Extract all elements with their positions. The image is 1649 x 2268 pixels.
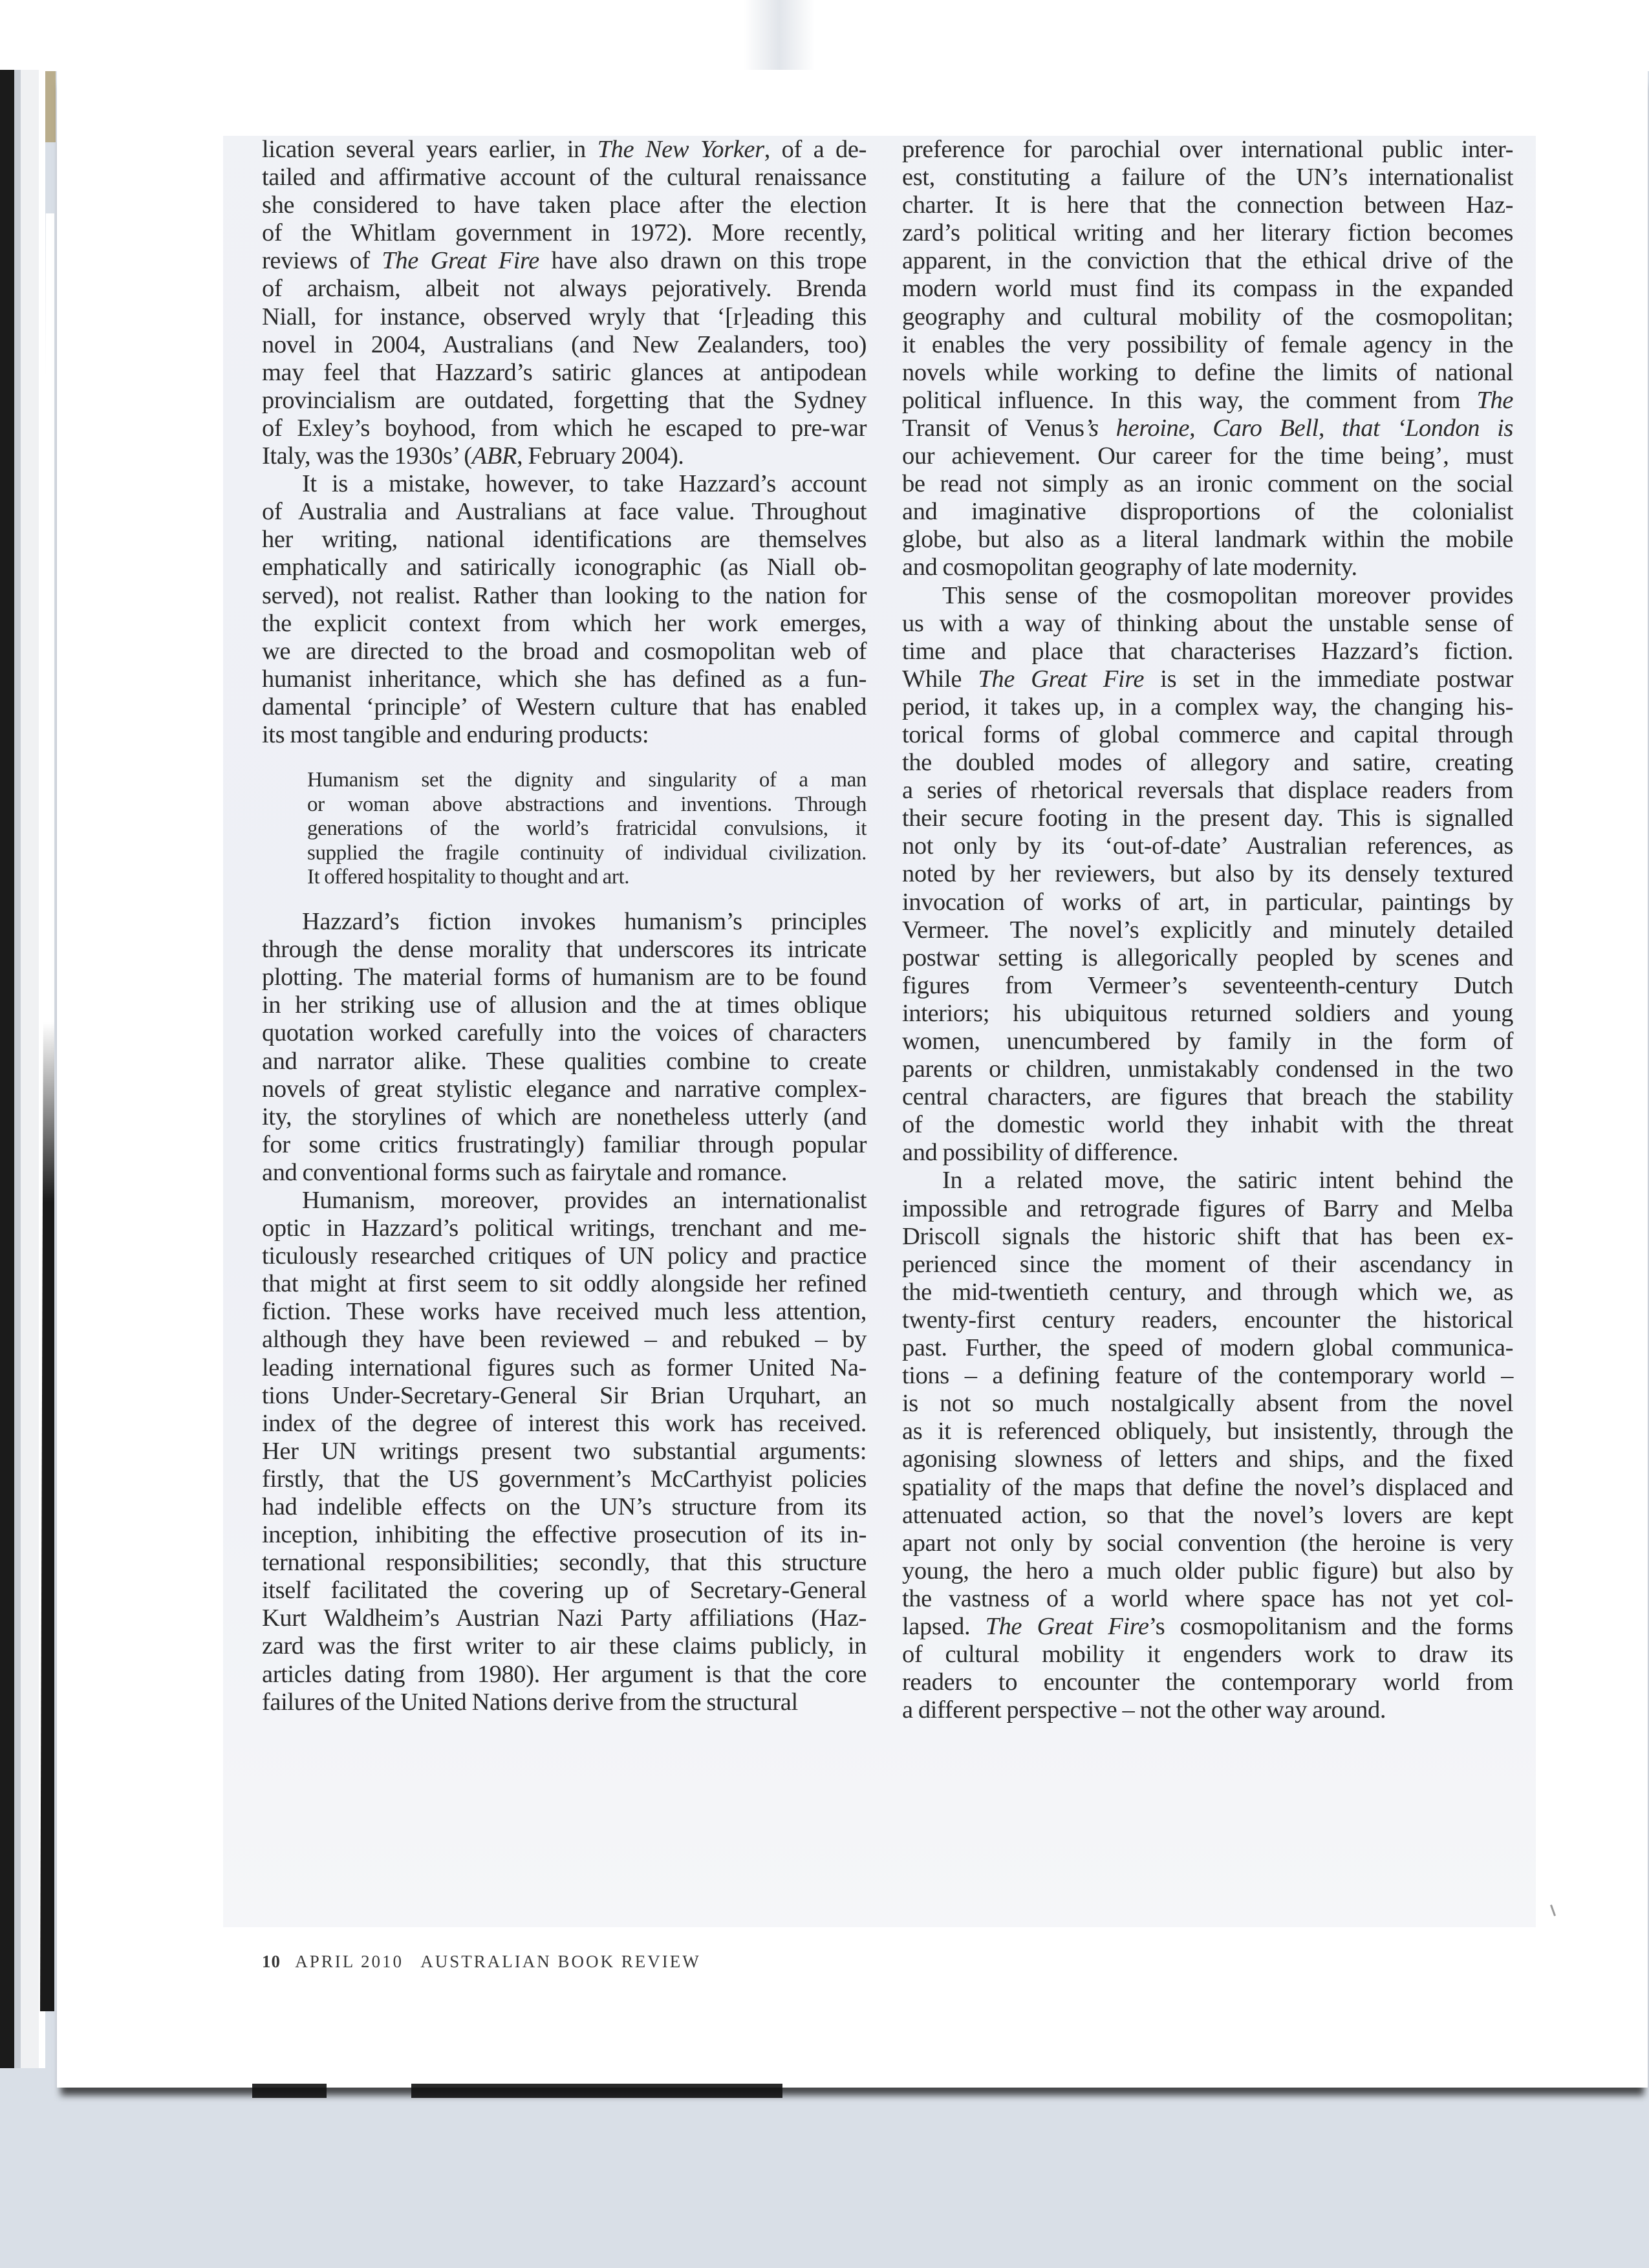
text-line: and narrator alike. These qualities combine to create — [262, 1047, 867, 1075]
text-line: articles dating from 1980). Her argument is that the core — [262, 1660, 867, 1688]
text-line: Kurt Waldheim’s Austrian Nazi Party affiliations (Haz- — [262, 1604, 867, 1632]
text-line: tailed and affirmative account of the cultural renaissance — [262, 164, 867, 191]
book-spine-edge — [0, 70, 45, 2068]
text-line: Vermeer. The novel’s explicitly and minutely detailed — [902, 916, 1513, 944]
title-italic: ABR — [471, 442, 517, 470]
text-line: period, it takes up, in a complex way, the changing his- — [902, 693, 1513, 720]
text-line: our achievement. Our career for the time being’, must — [902, 442, 1513, 470]
text-line: supplied the fragile continuity of individual civilization. — [307, 841, 867, 865]
text-line: est, constituting a failure of the UN’s internationalist — [902, 164, 1513, 191]
text-line: young, the hero a much older public figure) but also by — [902, 1557, 1513, 1584]
text-line: lication several years earlier, in The New Yorker, of a de- — [262, 136, 867, 163]
text-line: noted by her reviewers, but also by its densely textured — [902, 860, 1513, 888]
text-line: of the domestic world they inhabit with the threat — [902, 1111, 1513, 1139]
text-line: Transit of Venus’s heroine, Caro Bell, that ‘London is — [902, 414, 1513, 442]
text-line: her writing, national identifications are themselves — [262, 526, 867, 554]
text-line: Her UN writings present two substantial arguments: — [262, 1437, 867, 1465]
text-line: is not so much nostalgically absent from the novel — [902, 1390, 1513, 1418]
text-line: we are directed to the broad and cosmopolitan web of — [262, 637, 867, 665]
text-line: although they have been reviewed – and rebuked – by — [262, 1326, 867, 1354]
scan-background-top — [0, 0, 1649, 71]
text-line: through the dense morality that underscores its intricate — [262, 936, 867, 964]
text-line: geography and cultural mobility of the cosmopolitan; — [902, 303, 1513, 330]
text-line: ternational responsibilities; secondly, that this structure — [262, 1549, 867, 1577]
text-line: twenty-first century readers, encounter the historical — [902, 1306, 1513, 1334]
text-line: political influence. In this way, the comment from The — [902, 386, 1513, 414]
text-line: attenuated action, so that the novel’s lovers are kept — [902, 1501, 1513, 1529]
text-line: agonising slowness of letters and ships, and the fixed — [902, 1445, 1513, 1473]
text-line: she considered to have taken place after the election — [262, 191, 867, 219]
text-line: the vastness of a world where space has not yet col- — [902, 1584, 1513, 1612]
text-line: quotation worked carefully into the voices of characters — [262, 1019, 867, 1047]
text-line: readers to encounter the contemporary world from — [902, 1669, 1513, 1696]
text-line: that might at first seem to sit oddly alongside her refined — [262, 1270, 867, 1298]
text-line: its most tangible and enduring products: — [262, 720, 649, 748]
text-line: ticulously researched critiques of UN policy and practice — [262, 1242, 867, 1270]
page-footer — [262, 1952, 701, 1972]
text-line: humanist inheritance, which she has defined as a fun- — [262, 665, 867, 693]
issue-date: APRIL 2010 — [295, 1952, 404, 1971]
text-line: for some critics frustratingly) familiar through popular — [262, 1130, 867, 1158]
text-line: inception, inhibiting the effective prosecution of its in- — [262, 1521, 867, 1549]
text-line: tions Under-Secretary-General Sir Brian Urquhart, an — [262, 1381, 867, 1409]
text-line: provincialism are outdated, forgetting that the Sydney — [262, 386, 867, 414]
scan-bottom-shadow — [252, 2084, 782, 2098]
left-column — [262, 136, 867, 1716]
text-line: their secure footing in the present day. This is signalled — [902, 805, 1513, 832]
text-line: be read not simply as an ironic comment on the social — [902, 470, 1513, 498]
text-line: zard’s political writing and her literary fiction becomes — [902, 219, 1513, 247]
text-line: itself facilitated the covering up of Secretary-General — [262, 1577, 867, 1604]
text-line: torical forms of global commerce and capital through — [902, 720, 1513, 748]
title-italic: The Great Fire — [382, 247, 539, 275]
text-line: failures of the United Nations derive from the structural — [262, 1688, 798, 1716]
text-line: Humanism set the dignity and singularity of a man — [307, 768, 867, 792]
text-line: tions – a defining feature of the contemporary world – — [902, 1362, 1513, 1390]
text-line: us with a way of thinking about the unstable sense of — [902, 609, 1513, 637]
text-line: leading international figures such as former United Na- — [262, 1354, 867, 1381]
text-line: firstly, that the US government’s McCarthyist policies — [262, 1465, 867, 1493]
text-line: had indelible effects on the UN’s structure from its — [262, 1493, 867, 1520]
title-italic: The — [1476, 386, 1513, 414]
text-line: apart not only by social convention (the heroine is very — [902, 1529, 1513, 1557]
text-line: reviews of The Great Fire have also drawn on this trope — [262, 247, 867, 275]
text-line: Niall, for instance, observed wryly that ‘[r]eading this — [262, 303, 867, 330]
text-line: a series of rhetorical reversals that displace readers from — [902, 777, 1513, 805]
text-line: of cultural mobility it engenders work to draw its — [902, 1641, 1513, 1669]
text-line: postwar setting is allegorically peopled by scenes and — [902, 944, 1513, 971]
text-line: Hazzard’s fiction invokes humanism’s principles — [302, 908, 867, 936]
text-line: While The Great Fire is set in the immediate postwar — [902, 665, 1513, 693]
text-line: the mid-twentieth century, and through which we, as — [902, 1278, 1513, 1306]
text-line: time and place that characterises Hazzard’s fiction. — [902, 637, 1513, 665]
right-column — [902, 136, 1513, 1724]
text-line: Italy, was the 1930s’ (ABR, February 2004). — [262, 442, 684, 470]
text-line: and cosmopolitan geography of late modernity. — [902, 554, 1357, 581]
text-line: novel in 2004, Australians (and New Zealanders, too) — [262, 330, 867, 358]
text-line: as it is referenced obliquely, but insistently, through the — [902, 1418, 1513, 1445]
scan-fold-shadow — [744, 0, 815, 78]
text-line: impossible and retrograde figures of Barry and Melba — [902, 1194, 1513, 1222]
text-line: and imaginative disproportions of the colonialist — [902, 498, 1513, 526]
page-number: 10 — [262, 1952, 281, 1971]
paragraph — [262, 470, 867, 749]
text-line: not only by its ‘out-of-date’ Australian references, as — [902, 832, 1513, 860]
text-line: This sense of the cosmopolitan moreover provides — [942, 581, 1513, 609]
text-line: In a related move, the satiric intent behind the — [942, 1167, 1513, 1194]
title-italic: The New Yorker — [597, 136, 764, 163]
text-line: fiction. These works have received much less attention, — [262, 1298, 867, 1326]
text-line: in her striking use of allusion and the at times oblique — [262, 991, 867, 1019]
paragraph — [902, 136, 1513, 582]
text-line: of Exley’s boyhood, from which he escaped to pre-war — [262, 414, 867, 442]
text-line: spatiality of the maps that define the novel’s displaced and — [902, 1473, 1513, 1501]
text-line: emphatically and satirically iconographic (as Niall ob- — [262, 554, 867, 581]
text-line: charter. It is here that the connection between Haz- — [902, 191, 1513, 219]
text-line: novels of great stylistic elegance and narrative complex- — [262, 1075, 867, 1103]
paragraph — [902, 1167, 1513, 1724]
paragraph — [262, 908, 867, 1187]
text-line: damental ‘principle’ of Western culture that has enabled — [262, 693, 867, 720]
text-line: served), not realist. Rather than looking to the nation for — [262, 581, 867, 609]
text-line: ity, the storylines of which are nonetheless utterly (and — [262, 1103, 867, 1130]
paragraph — [262, 136, 867, 470]
text-line: of archaism, albeit not always pejoratively. Brenda — [262, 275, 867, 303]
text-line: index of the degree of interest this work has received. — [262, 1409, 867, 1437]
text-line: It is a mistake, however, to take Hazzard’s account — [302, 470, 867, 498]
title-italic: ’s heroine, Caro Bell, that ‘London is — [1084, 414, 1513, 442]
text-line: interiors; his ubiquitous returned soldiers and young — [902, 999, 1513, 1027]
text-line: It offered hospitality to thought and art. — [307, 865, 630, 889]
text-line: may feel that Hazzard’s satiric glances at antipodean — [262, 358, 867, 386]
text-line: the explicit context from which her work emerges, — [262, 609, 867, 637]
text-line: globe, but also as a literal landmark within the mobile — [902, 526, 1513, 554]
text-line: the doubled modes of allegory and satire, creating — [902, 749, 1513, 777]
text-line: optic in Hazzard’s political writings, trenchant and me- — [262, 1215, 867, 1242]
text-line: of Australia and Australians at face value. Throughout — [262, 498, 867, 526]
text-line: or woman above abstractions and inventions. Through — [307, 792, 867, 816]
text-line: of the Whitlam government in 1972). More recently, — [262, 219, 867, 247]
text-line: and possibility of difference. — [902, 1139, 1178, 1167]
text-line: it enables the very possibility of female agency in the — [902, 330, 1513, 358]
publication-name: AUSTRALIAN BOOK REVIEW — [420, 1952, 701, 1971]
text-line: plotting. The material forms of humanism are to be found — [262, 964, 867, 991]
text-line: central characters, are figures that breach the stability — [902, 1083, 1513, 1111]
text-line: figures from Vermeer’s seventeenth-century Dutch — [902, 971, 1513, 999]
text-line: invocation of works of art, in particular, paintings by — [902, 888, 1513, 916]
text-line: perienced since the moment of their ascendancy in — [902, 1250, 1513, 1278]
text-line: apparent, in the conviction that the ethical drive of the — [902, 247, 1513, 275]
text-line: parents or children, unmistakably condensed in the two — [902, 1055, 1513, 1083]
paragraph — [902, 582, 1513, 1167]
text-line: women, unencumbered by family in the form of — [902, 1028, 1513, 1055]
text-line: novels while working to define the limits of national — [902, 358, 1513, 386]
text-line: generations of the world’s fratricidal convulsions, it — [307, 817, 867, 841]
paragraph — [262, 1187, 867, 1716]
text-line: a different perspective – not the other way around. — [902, 1696, 1386, 1724]
text-line: modern world must find its compass in the expanded — [902, 275, 1513, 303]
spine-tan-mark — [45, 71, 56, 142]
title-italic: The Great Fire — [985, 1612, 1149, 1640]
text-line: and conventional forms such as fairytale and romance. — [262, 1158, 788, 1186]
title-italic: The Great Fire — [978, 665, 1145, 693]
text-line: Humanism, moreover, provides an internationalist — [302, 1186, 867, 1214]
text-line: preference for parochial over international public inter- — [902, 136, 1513, 163]
text-line: Driscoll signals the historic shift that has been ex- — [902, 1222, 1513, 1250]
text-line: lapsed. The Great Fire’s cosmopolitanism and the forms — [902, 1612, 1513, 1640]
text-line: past. Further, the speed of modern global communica- — [902, 1334, 1513, 1362]
text-line: zard was the first writer to air these claims publicly, in — [262, 1632, 867, 1660]
block-quote — [262, 768, 867, 890]
